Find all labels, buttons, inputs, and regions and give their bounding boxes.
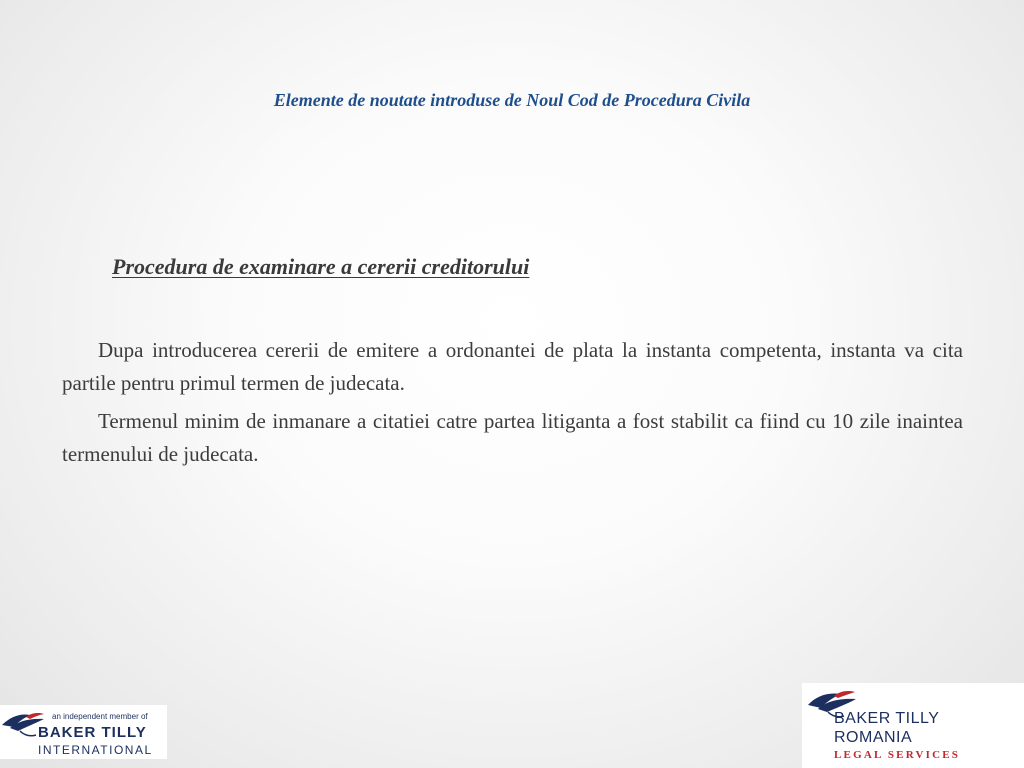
slide-subtitle: Procedura de examinare a cererii creditorului <box>112 254 530 279</box>
baker-tilly-romania-logo <box>802 683 1024 768</box>
slide-title: Elemente de noutate introduse de Noul Cod de Procedura Civila <box>273 90 751 110</box>
logo-right-line1: BAKER TILLY <box>834 710 940 727</box>
logo-left-line1: BAKER TILLY <box>38 724 147 741</box>
logo-right-line2: ROMANIA <box>834 729 913 746</box>
logo-left-line2: INTERNATIONAL <box>38 743 153 757</box>
logo-right-line3: LEGAL SERVICES <box>834 749 961 761</box>
baker-tilly-international-logo <box>0 705 167 759</box>
slide-body <box>62 334 963 471</box>
body-paragraph: Dupa introducerea cererii de emitere a ordonantei de plata la instanta competenta, instanta va cita partile pentru primul termen de judecata. <box>62 338 963 395</box>
logo-left-tagline: an independent member of <box>52 712 148 721</box>
body-paragraph: Termenul minim de inmanare a citatiei catre partea litiganta a fost stabilit ca fiind cu 10 zile inaintea termenului de judecata. <box>62 409 963 466</box>
